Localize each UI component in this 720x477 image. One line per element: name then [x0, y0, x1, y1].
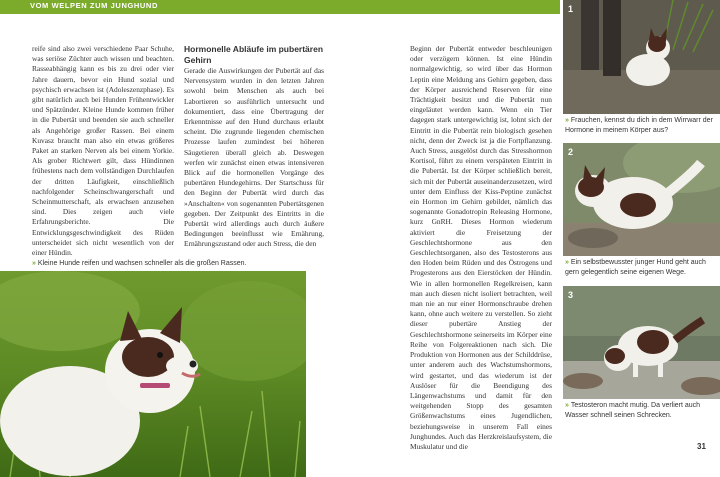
- caption-arrow-icon: »: [565, 259, 569, 266]
- caption-arrow-icon: »: [565, 117, 569, 124]
- main-photo-caption: » Kleine Hunde reifen und wachsen schneller als die großen Rassen.: [32, 260, 247, 267]
- caption-arrow-icon: »: [32, 260, 36, 267]
- photo-1-caption: » Frauchen, kennst du dich in dem Wirrwarr der Hormone in meinem Körper aus?: [565, 117, 713, 134]
- running-header: [0, 0, 560, 14]
- main-photo-dog-in-grass: [0, 271, 306, 477]
- body-text: reife sind also zwei verschiedene Paar Schuhe, was seriöse Züchter auch wissen und beachten. Rasseabhängig kann es bis zu drei oder vier Jahre dauern, bevor ein Hund sozial und psychisch erwachsen ist (Adoleszenzphase). Es gibt natürlich auch bei Hunden Frühentwickler und Spätzünder. Kleine Hunde kommen früher in die Pubertät und beenden sie auch schneller als Angehörige großer Rassen. Bei einem Kuvasz braucht man also ein etwas größeres Paket an starken Nerven als bei einem Yorkie. Als grober Richtwert gilt, dass Hündinnen frühestens nach dem vollständigen Durchlaufen der dritten Läufigkeit, einschließlich nachfolgender Scheinschwangerschaft und Scheinmutterschaft, als erwachsen anzusehen sind. Dies zeigen auch viele Erfahrungsberichte. Die Entwicklungsgeschwindigkeit des Rüden unterscheidet sich nicht wesentlich von der einer Hündin.: [32, 44, 174, 258]
- text-column-2: [184, 44, 324, 250]
- body-text: Beginn der Pubertät entweder beschleunigen oder verzögern können. Ist eine Hündin normalgewichtig, so wird über das Hormon Leptin eine Meldung ans Gehirn gegeben, dass der Körper ausreichend Reserven für eine Trächtigkeit besitzt und die Pubertät nun eingeläutet werden kann. Wenn ein Tier dagegen stark untergewichtig ist, lohnt sich der Eintritt in die Pubertät rein biologisch gesehen nicht, denn der Zweck ist ja die Fortpflanzung. Auch Stress, ausgelöst durch das Stresshormon Kortisol, führt zu einem verspäteten Eintritt in die Pubertät. Ist der Körper schließlich bereit, sich mit der Pubertät auseinanderzusetzen, wird unter dem Einfluss der Kiss-Peptine zunächst ein Hormon im Gehirn gebildet, nämlich das sogenannte Gonadotropin Releasing Hormone, kurz GnRH. Dieses Hormon wiederum aktiviert die Freisetzung der Geschlechtshormone aus den Geschlechtsorganen, also des Testosterons aus den Hoden beim Rüden und des Östrogens und Progesterons aus den Eierstöcken der Hündin. Wie in allen hormonellen Regelkreisen, kann man auch diesen nicht isoliert betrachten, weil man nie an nur einer Hormonschraube drehen kann, ohne auch weitere zu verstellen. So zieht dieser pubertäre Anstieg der Geschlechtshormone seinerseits im Körper eine Reihe von Folgereaktionen nach sich. Die Produktion von Hormonen aus der Schilddrüse, unter anderem auch des Wachstumshormons, wird gestartet, und das wiederum ist der Auslöser für die Beendigung des Längenwachstums und damit für den weitgehenden Stopp des gesamten Größenwachstums eines Jugendlichen, beziehungsweise in unserem Fall eines Junghundes. Auch das Herzkreislaufsystem, die Muskulatur und die: [410, 44, 552, 451]
- caption-arrow-icon: »: [565, 402, 569, 409]
- photo-1-dog-in-puddle: [563, 0, 720, 114]
- photo-3-dog-in-water: [563, 286, 720, 399]
- photo-2-caption: » Ein selbstbewusster junger Hund geht auch gern gelegentlich seine eigenen Wege.: [565, 259, 706, 276]
- running-title: VOM WELPEN ZUM JUNGHUND: [30, 1, 158, 10]
- page-number: 31: [697, 442, 706, 451]
- photo-3-caption: » Testosteron macht mutig. Da verliert auch Wasser schnell seinen Schrecken.: [565, 402, 701, 419]
- text-column-1: [32, 44, 174, 258]
- photo-2-dog-on-rocks: [563, 143, 720, 256]
- section-heading: Hormonelle Abläufe im pubertären Gehirn: [184, 44, 324, 65]
- photo-2-number: 2: [568, 147, 574, 157]
- body-text: Gerade die Auswirkungen der Pubertät auf das Nervensystem wurden in den letzten Jahren sowohl beim Menschen als auch bei Labortieren so ausführlich untersucht und dokumentiert, dass eine Übertragung der Erkenntnisse auf den Hund durchaus erlaubt scheint. Die zugrunde liegenden chemischen Prozesse laufen zumindest bei höheren Säugetieren überall gleich ab. Deswegen werfen wir zunächst einen etwas intensiveren Blick auf die hormonellen Vorgänge des pubertären Hundegehirns. Der Startschuss für den Beginn der Pubertät wird durch das »Anschalten« von sogenannten Pubertätsgenen gegeben. Der Zeitpunkt des Eintritts in die Pubertät wird allerdings auch durch äußere Bedingungen beeinflusst wie Ernährung, Ernährungszustand oder auch Stress, die den: [184, 66, 324, 249]
- photo-1-number: 1: [568, 4, 574, 14]
- text-column-3: [410, 44, 552, 452]
- photo-3-number: 3: [568, 290, 574, 300]
